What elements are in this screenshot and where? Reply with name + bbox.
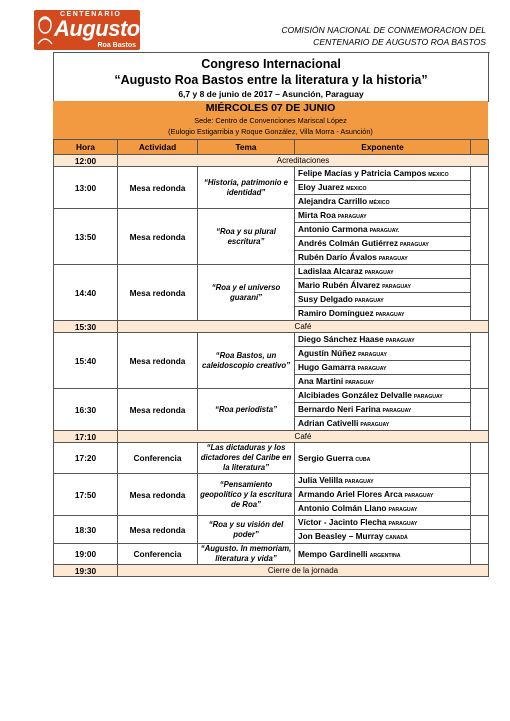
speaker-name: Antonio Colmán Llano xyxy=(298,503,387,513)
break-label: Café xyxy=(118,321,489,333)
row-speakers xyxy=(295,474,471,516)
speaker-item xyxy=(295,347,470,361)
speaker-item xyxy=(295,403,470,417)
speaker-item xyxy=(295,452,470,465)
speaker-name: Jon Beasley – Murray xyxy=(298,531,384,541)
table-row-break xyxy=(54,155,489,167)
speaker-item xyxy=(295,548,470,561)
table-row xyxy=(54,443,489,474)
speaker-item xyxy=(295,516,470,530)
event-dates: 6,7 y 8 de junio de 2017 – Asunción, Paraguay xyxy=(178,89,364,99)
speaker-item xyxy=(295,417,470,430)
speaker-name: Sergio Guerra xyxy=(298,452,354,463)
row-activity: Mesa redonda xyxy=(118,516,198,544)
day-label: MIÉRCOLES 07 DE JUNIO xyxy=(205,102,336,114)
venue-address: (Eulogio Estigarribia y Roque González, Villa Morra - Asunción) xyxy=(168,127,373,136)
schedule-body xyxy=(54,155,489,577)
event-subtitle: “Augusto Roa Bastos entre la literatura y la historia” xyxy=(114,73,428,87)
speaker-country: PARAGUAY xyxy=(337,214,367,220)
row-extra-cell xyxy=(471,516,489,544)
speaker-name: Alcibiades González Delvalle xyxy=(298,390,412,400)
row-extra-cell xyxy=(471,389,489,431)
table-row xyxy=(54,265,489,321)
row-time: 17:50 xyxy=(54,474,118,516)
row-activity: Mesa redonda xyxy=(118,333,198,389)
column-header-time: Hora xyxy=(54,140,118,155)
speaker-country: MÉXICO xyxy=(369,200,390,206)
speaker-country: PARAGUAY xyxy=(388,521,418,527)
row-activity: Mesa redonda xyxy=(118,167,198,209)
column-header-speaker: Exponente xyxy=(295,140,471,155)
break-label: Café xyxy=(118,431,489,443)
row-activity: Mesa redonda xyxy=(118,474,198,516)
logo-line-1: CENTENARIO xyxy=(60,11,122,18)
speaker-country: PARAGUAY xyxy=(345,380,375,386)
row-time: 13:00 xyxy=(54,167,118,209)
row-time: 15:40 xyxy=(54,333,118,389)
row-speakers xyxy=(295,265,471,321)
speaker-country: CANADÁ xyxy=(385,535,408,541)
event-header xyxy=(53,52,489,102)
venue: Sede: Centro de Convenciones Mariscal López xyxy=(194,116,347,125)
row-topic: “Roa periodista” xyxy=(198,389,295,431)
speaker-name: Hugo Gamarra xyxy=(298,362,356,372)
speaker-name: Diego Sánchez Haase xyxy=(298,334,384,344)
row-time: 18:30 xyxy=(54,516,118,544)
row-time: 15:30 xyxy=(54,321,118,333)
speaker-country: PARAGUAY xyxy=(382,284,411,290)
speaker-name: Felipe Macías y Patricia Campos xyxy=(298,168,427,178)
table-row xyxy=(54,333,489,389)
speaker-name: Antonio Carmona xyxy=(298,224,368,234)
row-topic: “Pensamiento geopolítico y la escritura de Roa” xyxy=(198,474,295,516)
break-label: Acreditaciones xyxy=(118,155,489,167)
speaker-country: PARAGUAY xyxy=(413,394,443,400)
speaker-item xyxy=(295,181,470,195)
speaker-item xyxy=(295,474,470,488)
row-extra-cell xyxy=(471,209,489,265)
speaker-name: Agustín Núñez xyxy=(298,348,357,358)
row-speakers xyxy=(295,443,471,474)
speaker-country: PARAGUAY xyxy=(357,366,387,372)
speaker-country: MEXICO xyxy=(428,172,449,178)
speaker-name: Víctor - Jacinto Flecha xyxy=(298,517,387,527)
speaker-name: Julia Velilla xyxy=(298,475,343,485)
column-header-topic: Tema xyxy=(198,140,295,155)
speaker-item xyxy=(295,223,470,237)
centenario-logo xyxy=(34,10,140,50)
row-time: 16:30 xyxy=(54,389,118,431)
row-activity: Mesa redonda xyxy=(118,209,198,265)
row-topic: “Roa y su plural escritura” xyxy=(198,209,295,265)
row-time: 12:00 xyxy=(54,155,118,167)
row-topic: “Las dictaduras y los dictadores del Caribe en la literatura” xyxy=(198,443,295,474)
row-speakers xyxy=(295,333,471,389)
day-band xyxy=(53,101,488,139)
speaker-item xyxy=(295,195,470,208)
speaker-name: Alejandra Carrillo xyxy=(298,196,368,206)
speaker-item xyxy=(295,209,470,223)
break-label: Cierre de la jornada xyxy=(118,565,489,577)
table-row xyxy=(54,516,489,544)
row-time: 14:40 xyxy=(54,265,118,321)
speaker-name: Andrés Colmán Gutiérrez xyxy=(298,238,399,248)
row-time: 17:20 xyxy=(54,443,118,474)
row-activity: Mesa redonda xyxy=(118,389,198,431)
speaker-name: Mario Rubén Álvarez xyxy=(298,280,381,290)
speaker-country: PARAGUAY xyxy=(354,298,384,304)
speaker-item xyxy=(295,333,470,347)
logo-line-2: Augusto xyxy=(54,16,140,41)
speaker-country: CUBA xyxy=(355,456,371,463)
table-header-row xyxy=(54,140,489,155)
speaker-item xyxy=(295,389,470,403)
speaker-name: Adrian Cativelli xyxy=(298,418,359,428)
column-header-activity: Actividad xyxy=(118,140,198,155)
speaker-country: PARAGUAY xyxy=(404,493,434,499)
row-extra-cell xyxy=(471,167,489,209)
speaker-item xyxy=(295,279,470,293)
speaker-country: PARAGUAY. xyxy=(369,228,400,234)
org-line-2: CENTENARIO DE AUGUSTO ROA BASTOS xyxy=(313,37,486,47)
speaker-name: Ramiro Domínguez xyxy=(298,308,374,318)
row-extra-cell xyxy=(471,333,489,389)
row-speakers xyxy=(295,209,471,265)
column-header-extra xyxy=(471,140,489,155)
speaker-name: Armando Ariel Flores Arca xyxy=(298,489,403,499)
row-extra-cell xyxy=(471,544,489,565)
speaker-country: PARAGUAY xyxy=(385,338,415,344)
speaker-item xyxy=(295,361,470,375)
row-extra-cell xyxy=(471,265,489,321)
row-time: 13:50 xyxy=(54,209,118,265)
speaker-name: Susy Delgado xyxy=(298,294,353,304)
table-row xyxy=(54,474,489,516)
row-activity: Conferencia xyxy=(118,544,198,565)
row-speakers xyxy=(295,167,471,209)
row-topic: “Roa y el universo guaraní” xyxy=(198,265,295,321)
row-topic: “Historia, patrimonio e identidad” xyxy=(198,167,295,209)
speaker-item xyxy=(295,237,470,251)
row-time: 19:30 xyxy=(54,565,118,577)
speaker-item xyxy=(295,375,470,388)
row-topic: “Augusto. In memoriam, literatura y vida” xyxy=(198,544,295,565)
speaker-name: Eloy Juarez xyxy=(298,182,345,192)
schedule-table xyxy=(53,139,489,577)
table-row-break xyxy=(54,321,489,333)
logo-line-3: Roa Bastos xyxy=(97,42,136,49)
speaker-country: PARAGUAY xyxy=(364,270,394,276)
speaker-name: Bernardo Neri Farina xyxy=(298,404,381,414)
table-row xyxy=(54,167,489,209)
row-speakers xyxy=(295,389,471,431)
row-speakers xyxy=(295,516,471,544)
speaker-country: PARAGUAY xyxy=(358,352,387,358)
speaker-item xyxy=(295,251,470,264)
row-speakers xyxy=(295,544,471,565)
event-title: Congreso Internacional xyxy=(201,57,341,71)
speaker-name: Mirta Roa xyxy=(298,210,336,220)
row-time: 19:00 xyxy=(54,544,118,565)
speaker-country: PARAGUAY xyxy=(360,422,390,428)
speaker-country: PARAGUAY xyxy=(382,408,412,414)
speaker-name: Ladislaa Alcaraz xyxy=(298,266,363,276)
speaker-country: PARAGUAY xyxy=(375,312,405,318)
org-line-1: COMISIÓN NACIONAL DE CONMEMORACION DEL xyxy=(281,25,486,35)
speaker-name: Ana Martini xyxy=(298,376,344,386)
table-row-break xyxy=(54,431,489,443)
speaker-item xyxy=(295,502,470,515)
organization-name xyxy=(281,24,486,48)
portrait-icon xyxy=(36,14,54,46)
speaker-name: Mempo Gardinelli xyxy=(298,548,368,559)
row-topic: “Roa Bastos, un caleidoscopio creativo” xyxy=(198,333,295,389)
row-topic: “Roa y su visión del poder” xyxy=(198,516,295,544)
speaker-country: MEXICO xyxy=(346,186,367,192)
row-activity: Conferencia xyxy=(118,443,198,474)
speaker-country: PARAGUAY xyxy=(378,256,408,262)
table-row xyxy=(54,209,489,265)
row-activity: Mesa redonda xyxy=(118,265,198,321)
speaker-item xyxy=(295,265,470,279)
speaker-country: PARAGUAY xyxy=(388,507,418,513)
speaker-item xyxy=(295,167,470,181)
speaker-item xyxy=(295,307,470,320)
speaker-item xyxy=(295,530,470,543)
row-time: 17:10 xyxy=(54,431,118,443)
table-row xyxy=(54,389,489,431)
speaker-country: PARAGUAY xyxy=(400,242,429,248)
speaker-country: ARGENTINA xyxy=(369,552,401,559)
table-row xyxy=(54,544,489,565)
row-extra-cell xyxy=(471,474,489,516)
speaker-item xyxy=(295,293,470,307)
speaker-country: PARAGUAY xyxy=(344,479,374,485)
speaker-name: Rubén Darío Ávalos xyxy=(298,252,377,262)
table-row-break xyxy=(54,565,489,577)
speaker-item xyxy=(295,488,470,502)
row-extra-cell xyxy=(471,443,489,474)
